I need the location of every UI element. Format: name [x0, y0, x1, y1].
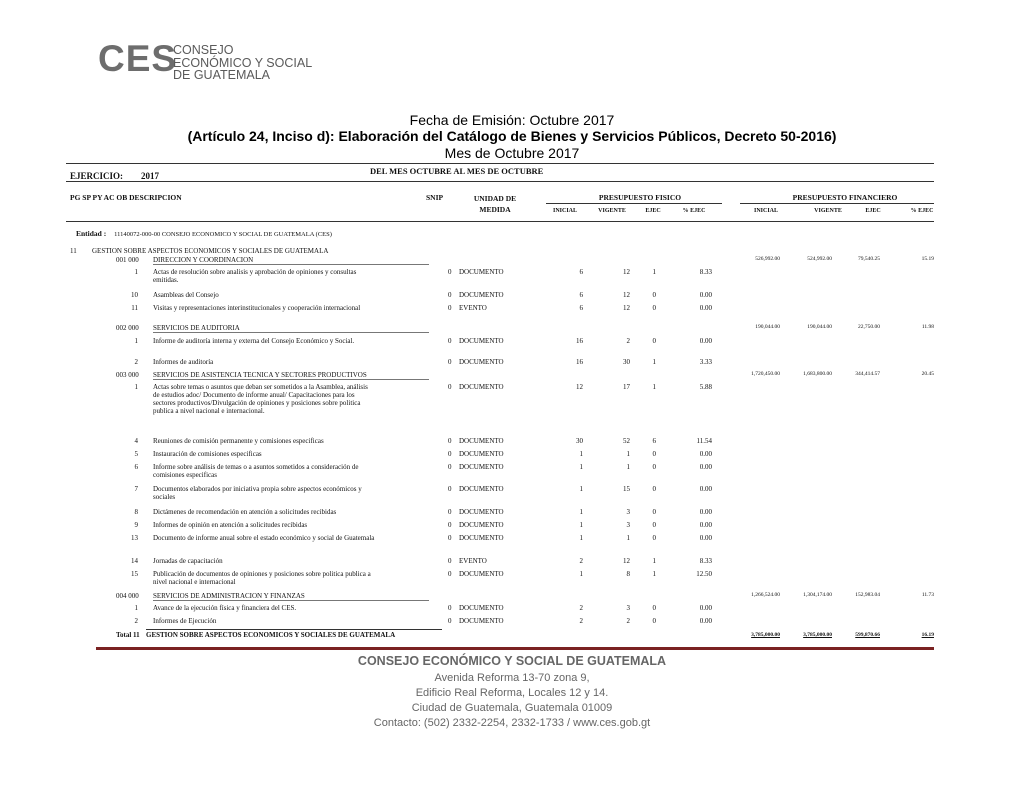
item-snip: 0: [448, 485, 452, 493]
footer-address2: Edificio Real Reforma, Locales 12 y 14.: [415, 687, 609, 699]
financial-value: 1,304,174.00: [803, 592, 832, 598]
physical-value: 1: [579, 463, 583, 471]
item-code: 5: [134, 450, 138, 458]
issue-date: Fecha de Emisión: Octubre 2017: [409, 112, 615, 128]
item-unit: DOCUMENTO: [459, 268, 504, 276]
col-snip: SNIP: [426, 193, 444, 202]
physical-value: 12: [623, 291, 630, 299]
physical-value: 0.00: [699, 337, 712, 345]
logo-abbr: CES: [98, 38, 178, 79]
physical-value: 16: [576, 337, 583, 345]
entidad-value: 11140072-000-00 CONSEJO ECONOMICO Y SOCIAL DE GUATEMALA (CES): [114, 231, 332, 238]
physical-value: 3: [626, 604, 630, 612]
physical-value: 2: [579, 604, 583, 612]
item-desc: Dictámenes de recomendación en atención a solicitudes recibidas: [153, 508, 337, 516]
item-code: 6: [134, 463, 138, 471]
financial-value: 524,992.00: [807, 256, 832, 262]
item-code: 13: [131, 534, 138, 542]
ejercicio-label: EJERCICIO:: [70, 171, 124, 181]
physical-value: 16: [576, 358, 583, 366]
physical-value: 1: [626, 463, 630, 471]
physical-value: 0: [652, 450, 656, 458]
physical-value: 0: [652, 485, 656, 493]
item-unit: DOCUMENTO: [459, 463, 504, 471]
item-snip: 0: [448, 304, 452, 312]
item-code: 1: [134, 604, 138, 612]
physical-value: 0: [652, 291, 656, 299]
item-desc: Informes de opinión en atención a solicitudes recibidas: [153, 521, 308, 529]
financial-value: 1,720,450.00: [751, 371, 780, 377]
physical-value: 1: [579, 570, 583, 578]
physical-value: 12: [623, 557, 630, 565]
physical-value: 0.00: [699, 508, 712, 516]
logo-line1: CONSEJO: [173, 43, 234, 57]
activity-desc: SERVICIOS DE AUDITORIA: [153, 324, 240, 332]
item-snip: 0: [448, 534, 452, 542]
total-financial-value: 16.19: [921, 632, 934, 638]
logo-line3: DE GUATEMALA: [173, 68, 271, 82]
physical-value: 6: [579, 304, 583, 312]
total-financial-value: 599,870.66: [855, 632, 880, 638]
fisico-subheader: EJEC: [645, 208, 661, 214]
item-code: 1: [134, 383, 138, 391]
financial-value: 190,044.00: [807, 324, 832, 330]
activity-rule: [153, 379, 429, 380]
col-codes: PG SP PY AC OB DESCRIPCION: [70, 193, 182, 202]
physical-value: 3.33: [699, 358, 712, 366]
item-unit: DOCUMENTO: [459, 437, 504, 445]
physical-value: 2: [579, 617, 583, 625]
physical-value: 8.33: [699, 268, 712, 276]
physical-value: 1: [626, 534, 630, 542]
activity-code: 003 000: [116, 371, 139, 379]
item-snip: 0: [448, 570, 452, 578]
item-desc: Documentos elaborados por iniciativa propia sobre aspectos económicos y sociales: [153, 485, 362, 501]
item-snip: 0: [448, 358, 452, 366]
physical-value: 11.54: [696, 437, 712, 445]
financiero-subheader: INICIAL: [753, 208, 778, 214]
physical-value: 6: [579, 291, 583, 299]
physical-value: 2: [626, 337, 630, 345]
physical-value: 12: [576, 383, 583, 391]
financial-value: 22,750.00: [858, 324, 880, 330]
physical-value: 1: [652, 268, 656, 276]
item-desc: Instauración de comisiones especificas: [153, 450, 262, 458]
item-snip: 0: [448, 383, 452, 391]
physical-value: 0: [652, 463, 656, 471]
physical-value: 1: [652, 358, 656, 366]
item-unit: DOCUMENTO: [459, 358, 504, 366]
physical-value: 5.88: [699, 383, 712, 391]
ejercicio-rule: [66, 181, 934, 182]
item-desc: Asambleas del Consejo: [153, 291, 219, 299]
fisico-subheader: % EJEC: [682, 208, 706, 214]
item-unit: DOCUMENTO: [459, 617, 504, 625]
physical-value: 1: [579, 534, 583, 542]
physical-value: 0: [652, 337, 656, 345]
physical-value: 6: [652, 437, 656, 445]
item-snip: 0: [448, 463, 452, 471]
item-unit: DOCUMENTO: [459, 570, 504, 578]
physical-value: 0.00: [699, 604, 712, 612]
item-snip: 0: [448, 521, 452, 529]
physical-value: 1: [579, 450, 583, 458]
financial-value: 11.73: [921, 592, 934, 598]
activity-code: 001 000: [116, 256, 139, 264]
physical-value: 1: [579, 485, 583, 493]
physical-value: 17: [623, 383, 630, 391]
financial-value: 190,044.00: [755, 324, 780, 330]
footer-city: Ciudad de Guatemala, Guatemala 01009: [411, 702, 613, 714]
fisico-subheader: VIGENTE: [598, 208, 626, 214]
item-unit: DOCUMENTO: [459, 337, 504, 345]
physical-value: 1: [652, 557, 656, 565]
physical-value: 0.00: [699, 521, 712, 529]
entidad: [76, 229, 332, 238]
item-code: 2: [134, 358, 138, 366]
item-unit: DOCUMENTO: [459, 485, 504, 493]
footer-bar: [96, 647, 934, 650]
item-desc: Reuniones de comisión permanente y comisiones especificas: [153, 437, 324, 445]
total-financial-value: 3,785,000.00: [803, 632, 832, 638]
physical-value: 6: [579, 268, 583, 276]
total-desc: GESTION SOBRE ASPECTOS ECONOMICOS Y SOCIALES DE GUATEMALA: [146, 631, 396, 639]
item-snip: 0: [448, 508, 452, 516]
ejercicio-value: 2017: [141, 171, 160, 181]
item-snip: 0: [448, 291, 452, 299]
item-snip: 0: [448, 557, 452, 565]
physical-value: 1: [652, 570, 656, 578]
item-desc: Actas de resolución sobre analisis y aprobación de opiniones y consultas emitidas.: [153, 268, 357, 284]
item-code: 9: [134, 521, 138, 529]
physical-value: 3: [626, 508, 630, 516]
activity-desc: DIRECCION Y COORDINACION: [153, 256, 254, 264]
financiero-subheader: % EJEC: [910, 208, 934, 214]
physical-value: 30: [576, 437, 583, 445]
table-head-rule: [66, 221, 934, 222]
total-financial-value: 3,785,000.00: [751, 632, 780, 638]
financial-value: 1,683,800.00: [803, 371, 832, 377]
program-desc: GESTION SOBRE ASPECTOS ECONOMICOS Y SOCIALES DE GUATEMALA: [92, 247, 329, 255]
col-unidad: UNIDAD DE MEDIDA: [473, 194, 517, 214]
physical-value: 52: [623, 437, 630, 445]
physical-value: 30: [623, 358, 630, 366]
item-code: 1: [134, 337, 138, 345]
item-snip: 0: [448, 617, 452, 625]
item-code: 4: [134, 437, 138, 445]
financiero-subheader: EJEC: [865, 208, 881, 214]
item-unit: EVENTO: [459, 557, 487, 565]
item-desc: Publicación de documentos de opiniones y posiciones sobre politica publica a nivel nacional e internacional: [153, 570, 371, 586]
physical-value: 0.00: [699, 485, 712, 493]
financial-value: 152,983.04: [855, 592, 880, 598]
activity-rule: [153, 600, 429, 601]
item-unit: EVENTO: [459, 304, 487, 312]
col-financiero: PRESUPUESTO FINANCIERO: [792, 193, 898, 202]
header-rule: [66, 163, 934, 164]
physical-value: 15: [623, 485, 630, 493]
item-unit: DOCUMENTO: [459, 450, 504, 458]
activity-rule: [153, 264, 429, 265]
ejercicio: [70, 171, 159, 181]
item-code: 7: [134, 485, 138, 493]
item-unit: DOCUMENTO: [459, 521, 504, 529]
financial-value: 11.98: [921, 324, 934, 330]
physical-value: 12.50: [696, 570, 712, 578]
item-code: 14: [131, 557, 138, 565]
total-label: Total 11: [116, 631, 140, 639]
item-snip: 0: [448, 604, 452, 612]
item-code: 2: [134, 617, 138, 625]
item-snip: 0: [448, 437, 452, 445]
item-unit: DOCUMENTO: [459, 534, 504, 542]
activity-desc: SERVICIOS DE ASISTENCIA TECNICA Y SECTORES PRODUCTIVOS: [153, 371, 367, 379]
logo-line2: ECONÓMICO Y SOCIAL: [173, 55, 313, 70]
item-code: 1: [134, 268, 138, 276]
activity-desc: SERVICIOS DE ADMINISTRACION Y FINANZAS: [153, 592, 305, 600]
physical-value: 0: [652, 604, 656, 612]
item-desc: Actas sobre temas o asuntos que deban ser sometidos a la Asamblea, análisis de estudios adoc/ Documento de informe anual/ Capacitaciones para los sectores productivos/Divulgación de opiniones y posiciones sobre politica publica a nivel nacional e internacional.: [153, 383, 368, 415]
physical-value: 0.00: [699, 463, 712, 471]
item-desc: Documento de informe anual sobre el estado económico y social de Guatemala: [153, 534, 375, 542]
physical-value: 1: [652, 383, 656, 391]
footer-address1: Avenida Reforma 13-70 zona 9,: [434, 672, 590, 684]
item-snip: 0: [448, 268, 452, 276]
physical-value: 8.33: [699, 557, 712, 565]
footer-org: CONSEJO ECONÓMICO Y SOCIAL DE GUATEMALA: [357, 654, 667, 668]
physical-value: 12: [623, 268, 630, 276]
physical-value: 0.00: [699, 534, 712, 542]
physical-value: 1: [579, 508, 583, 516]
financial-value: 344,414.57: [855, 371, 880, 377]
item-desc: Jornadas de capacitación: [153, 557, 223, 565]
activity-rule: [153, 332, 429, 333]
program-code: 11: [70, 247, 77, 255]
financiero-subheader: VIGENTE: [814, 208, 842, 214]
financial-value: 1,266,524.00: [751, 592, 780, 598]
financial-value: 526,992.00: [755, 256, 780, 262]
item-desc: Visitas y representaciones interinstitucionales y cooperación internacional: [153, 304, 361, 312]
item-snip: 0: [448, 450, 452, 458]
financiero-rule: [740, 203, 934, 204]
item-desc: Informe sobre análisis de temas o a asuntos sometidos a consideración de comisiones especificas: [153, 463, 359, 479]
fisico-subheader: INICIAL: [552, 208, 577, 214]
physical-value: 2: [579, 557, 583, 565]
item-desc: Informe de auditoría interna y externa del Consejo Económico y Social.: [153, 337, 355, 345]
item-code: 10: [131, 291, 138, 299]
item-unit: DOCUMENTO: [459, 604, 504, 612]
entidad-label: Entidad :: [76, 229, 107, 238]
fisico-rule: [546, 203, 722, 204]
logo-org-name: [173, 44, 312, 82]
period-label: DEL MES OCTUBRE AL MES DE OCTUBRE: [370, 166, 544, 176]
financial-value: 79,540.25: [858, 256, 880, 262]
physical-value: 0.00: [699, 304, 712, 312]
item-unit: DOCUMENTO: [459, 383, 504, 391]
physical-value: 0.00: [699, 450, 712, 458]
physical-value: 0: [652, 534, 656, 542]
physical-value: 0: [652, 508, 656, 516]
financial-value: 20.45: [921, 371, 934, 377]
item-code: 11: [131, 304, 138, 312]
footer-contact: Contacto: (502) 2332-2254, 2332-1733 / www.ces.gob.gt: [373, 717, 651, 729]
physical-value: 1: [579, 521, 583, 529]
item-desc: Avance de la ejecución física y financiera del CES.: [153, 604, 297, 612]
item-code: 15: [131, 570, 138, 578]
report-title: (Artículo 24, Inciso d): Elaboración del Catálogo de Bienes y Servicios Públicos, Decreto 50-2016): [187, 128, 837, 144]
physical-value: 0: [652, 617, 656, 625]
physical-value: 3: [626, 521, 630, 529]
ces-logo: [98, 38, 328, 82]
physical-value: 12: [623, 304, 630, 312]
item-desc: Informes de Ejecución: [153, 617, 217, 625]
item-code: 8: [134, 508, 138, 516]
physical-value: 8: [626, 570, 630, 578]
item-snip: 0: [448, 337, 452, 345]
financial-value: 15.19: [921, 256, 934, 262]
total-top-rule: [146, 629, 442, 630]
physical-value: 0.00: [699, 617, 712, 625]
report-month: Mes de Octubre 2017: [444, 145, 580, 161]
item-unit: DOCUMENTO: [459, 291, 504, 299]
physical-value: 2: [626, 617, 630, 625]
physical-value: 0: [652, 304, 656, 312]
item-unit: DOCUMENTO: [459, 508, 504, 516]
item-desc: Informes de auditoría: [153, 358, 214, 366]
col-fisico: PRESUPUESTO FISICO: [598, 193, 682, 202]
physical-value: 0.00: [699, 291, 712, 299]
activity-code: 002 000: [116, 324, 139, 332]
physical-value: 0: [652, 521, 656, 529]
physical-value: 1: [626, 450, 630, 458]
activity-code: 004 000: [116, 592, 139, 600]
